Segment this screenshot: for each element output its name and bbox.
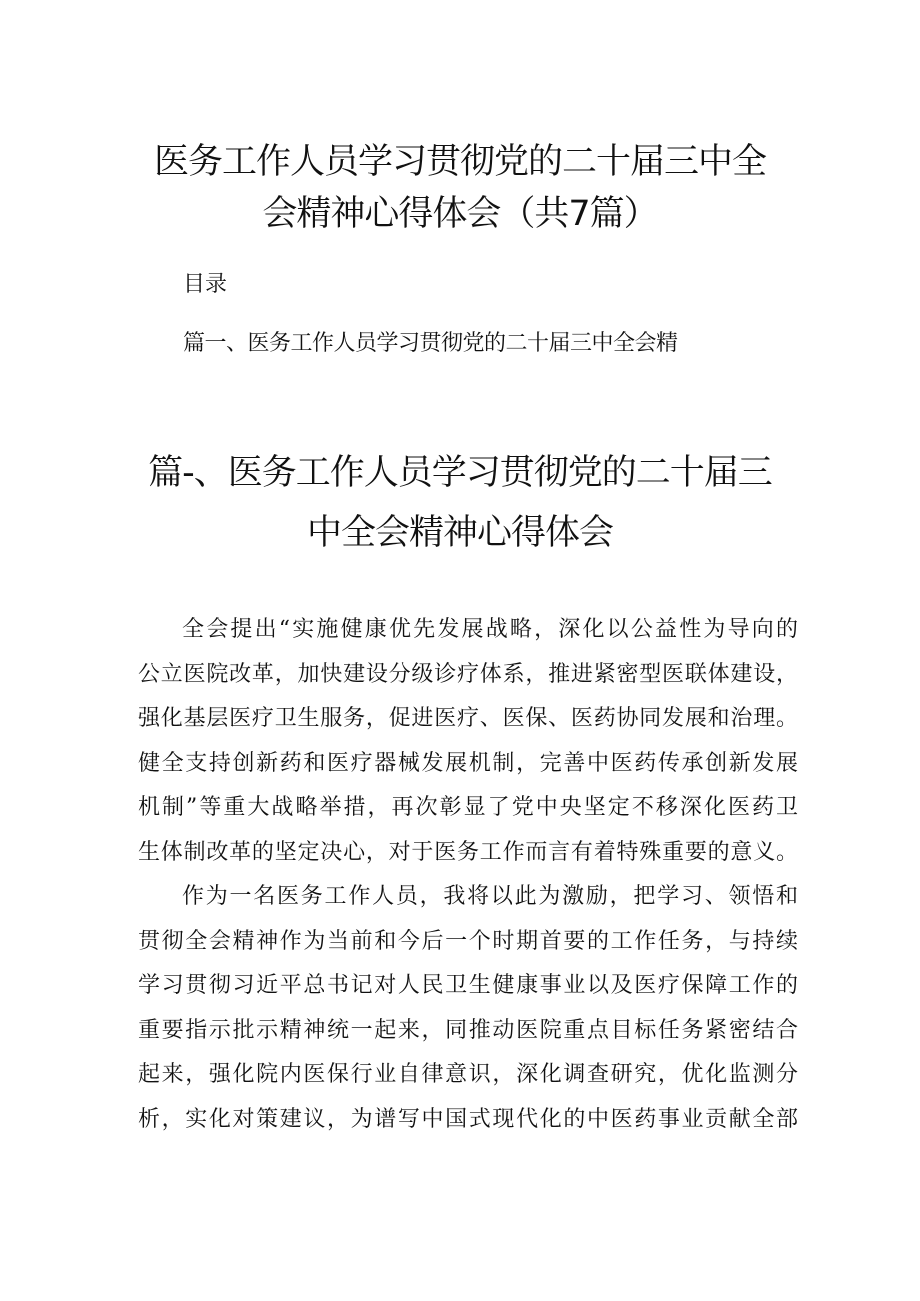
- paragraph-line: 机制”等重大战略举措，再次彰显了党中央坚定不移深化医药卫: [138, 795, 798, 820]
- document-title: [100, 136, 820, 240]
- paragraph-line: 生体制改革的坚定决心，对于医务工作而言有着特殊重要的意义。: [138, 839, 798, 865]
- paragraph-line: 全会提出“实施健康优先发展战略，深化以公益性为导向的: [182, 617, 798, 642]
- paragraph-line: 学习贯彻习近平总书记对人民卫生健康事业以及医疗保障工作的: [138, 973, 798, 998]
- body-text: [138, 608, 798, 1142]
- paragraph-line: 公立医院改革，加快建设分级诊疗体系，推进紧密型医联体建设，: [138, 661, 798, 687]
- document-title-line: 会精神心得体会（共7篇）: [262, 194, 658, 234]
- paragraph-line: 健全支持创新药和医疗器械发展机制，完善中医药传承创新发展: [138, 750, 798, 776]
- section-title-line: 中全会精神心得体会: [306, 513, 613, 553]
- paragraph-line: 析，实化对策建议，为谱写中国式现代化的中医药事业贡献全部: [138, 1106, 798, 1132]
- paragraph: [138, 875, 798, 1142]
- toc-label: 目录: [183, 272, 228, 297]
- document-title-line: 医务工作人员学习贯彻党的二十届三中全: [153, 142, 766, 182]
- paragraph-line: 贯彻全会精神作为当前和今后一个时期首要的工作任务，与持续: [138, 928, 798, 954]
- section-title-line: 篇-、医务工作人员学习贯彻党的二十届三: [148, 453, 772, 493]
- paragraph-line: 起来，强化院内医保行业自律意识，深化调查研究，优化监测分: [138, 1062, 798, 1087]
- paragraph-line: 重要指示批示精神统一起来，同推动医院重点目标任务紧密结合: [138, 1017, 798, 1043]
- toc-item[interactable]: 篇一、医务工作人员学习贯彻党的二十届三中全会精: [183, 331, 678, 356]
- paragraph: [138, 608, 798, 875]
- paragraph-line: 作为一名医务工作人员，我将以此为激励，把学习、领悟和: [182, 884, 798, 909]
- section-title: [100, 443, 820, 563]
- paragraph-line: 强化基层医疗卫生服务，促进医疗、医保、医药协同发展和治理。: [138, 706, 798, 731]
